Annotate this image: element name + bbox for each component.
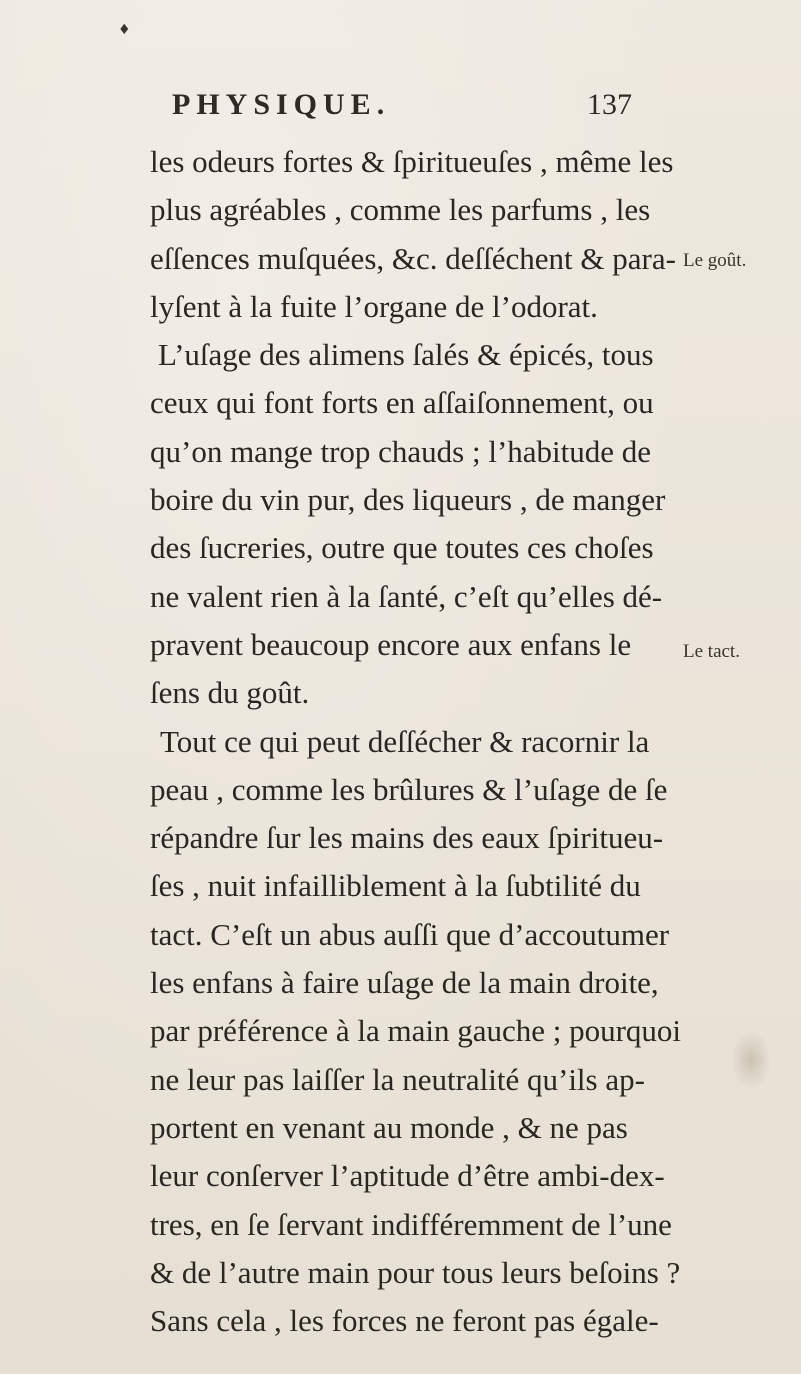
text-line: tact. C’eſt un abus auſſi que d’accoutumer — [150, 916, 670, 952]
page-number: 137 — [587, 88, 632, 121]
printer-mark: ♦ — [118, 22, 131, 38]
text-line: des ſucreries, outre que toutes ces choſes — [150, 530, 654, 566]
text-line: ſes , nuit infailliblement à la ſubtilité du — [150, 868, 641, 904]
paragraph-start-line: L’uſage des alimens ſalés & épicés, tous — [158, 337, 654, 373]
text-line: ne valent rien à la ſanté, c’eſt qu’elles dé- — [150, 578, 663, 614]
text-line: pravent beaucoup encore aux enfans le — [150, 626, 632, 662]
text-line: qu’on mange trop chauds ; l’habitude de — [150, 433, 652, 469]
text-line: tres, en ſe ſervant indifféremment de l’une — [150, 1206, 672, 1242]
paper-stain — [731, 1030, 771, 1090]
text-line: boire du vin pur, des liqueurs , de manger — [150, 482, 666, 518]
text-line: peau , comme les brûlures & l’uſage de ſe — [150, 771, 668, 807]
text-line: lyſent à la fuite l’organe de l’odorat. — [150, 288, 598, 324]
text-line: leur conſerver l’aptitude d’être ambi-dex- — [150, 1158, 665, 1194]
text-line: & de l’autre main pour tous leurs beſoins ? — [150, 1254, 681, 1290]
text-line: les odeurs fortes & ſpiritueuſes , même les — [150, 144, 674, 179]
text-line: ſens du goût. — [150, 675, 310, 711]
margin-note-gout: Le goût. — [683, 250, 747, 271]
text-line: ne leur pas laiſſer la neutralité qu’ils ap- — [150, 1061, 645, 1097]
text-line: eſſences muſquées, &c. deſſéchent & para- — [150, 240, 676, 276]
body-text — [110, 138, 682, 1345]
paragraph-start-line: Tout ce qui peut deſſécher & racornir la — [160, 723, 650, 759]
page-header — [172, 88, 632, 128]
running-title: PHYSIQUE. — [172, 88, 391, 121]
text-line: Sans cela , les forces ne feront pas égale- — [150, 1303, 659, 1339]
margin-note-tact: Le tact. — [683, 641, 740, 662]
text-line: portent en venant au monde , & ne pas — [150, 1109, 628, 1145]
text-line: répandre ſur les mains des eaux ſpiritueu- — [150, 820, 664, 856]
text-line: ceux qui font forts en aſſaiſonnement, ou — [150, 385, 654, 421]
text-line: les enfans à faire uſage de la main droite, — [150, 965, 659, 1001]
text-line: plus agréables , comme les parfums , les — [150, 192, 651, 228]
text-line: par préférence à la main gauche ; pourquoi — [150, 1013, 682, 1049]
